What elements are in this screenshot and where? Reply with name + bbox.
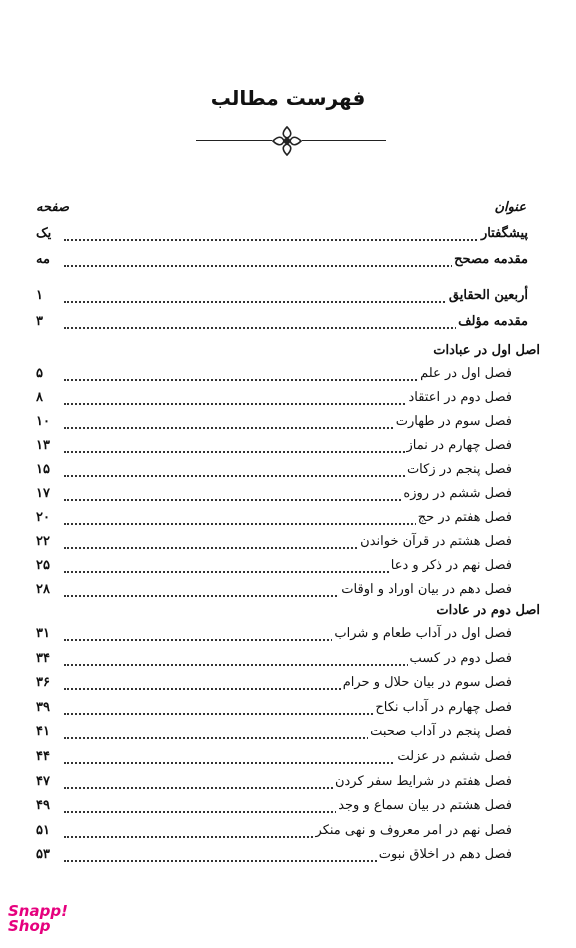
toc-entry [36, 626, 512, 648]
toc-entry [36, 823, 512, 845]
entry-page: مه [36, 252, 50, 267]
toc-entry [36, 847, 512, 869]
toc-entry [36, 288, 528, 310]
page-title: فهرست مطالب [210, 86, 366, 110]
entry-title: فصل ششم در روزه [403, 486, 512, 501]
entry-page: ۳۹ [36, 699, 50, 715]
floral-ornament-icon [270, 124, 304, 158]
entry-page: ۱۵ [36, 462, 50, 477]
entry-page: ۱۷ [36, 486, 50, 501]
toc-entry [36, 558, 512, 580]
entry-title: فصل نهم در ذکر و دعا [390, 558, 512, 573]
section-heading: اصل اول در عبادات [433, 343, 540, 358]
entry-page: ۳ [36, 314, 43, 329]
toc-entry [36, 390, 512, 412]
entry-title: فصل اول در علم [420, 366, 512, 381]
toc-entry [36, 700, 512, 722]
entry-title: فصل پنجم در زكات [406, 462, 512, 477]
page-column-label: صفحه [36, 200, 69, 215]
entry-page: ۴۹ [36, 798, 50, 814]
toc-entry [36, 414, 512, 436]
watermark-line-2: Shop [8, 917, 51, 935]
toc-entry [36, 651, 512, 673]
entry-title: فصل دوم در اعتقاد [408, 390, 512, 405]
entry-page: ۱ [36, 288, 43, 303]
toc-entry [36, 252, 528, 274]
ornament-line-left [196, 140, 272, 141]
toc-entry [36, 749, 512, 771]
toc-entry [36, 462, 512, 484]
entry-page: یک [36, 226, 52, 241]
entry-page: ۵۱ [36, 822, 50, 838]
column-headers [36, 200, 526, 222]
entry-title: فصل چهارم در نماز [406, 438, 512, 453]
entry-page: ۴۱ [36, 724, 50, 740]
entry-title: فصل اول در آداب طعام و شراب [334, 626, 512, 641]
entry-page: ۳۱ [36, 626, 50, 641]
entry-page: ۴۴ [36, 749, 50, 764]
entry-page: ۸ [36, 390, 43, 405]
entry-page: ۲۵ [36, 558, 50, 573]
entry-page: ۲۲ [36, 534, 50, 549]
watermark-line-1: Snapp! [8, 902, 68, 920]
entry-title: فصل هشتم در بيان سماع و وجد [338, 798, 512, 814]
toc-entry [36, 510, 512, 532]
entry-title: پیشگفتار [480, 226, 528, 241]
entry-title: مقدمه مؤلف [458, 314, 528, 329]
toc-entry [36, 774, 512, 796]
entry-page: ۵۳ [36, 847, 50, 863]
ornament-line-right [302, 140, 386, 141]
entry-title: فصل دهم در بيان اوراد و اوقات [341, 582, 512, 597]
title-column-label: عنوان [494, 200, 526, 215]
entry-title: فصل سوم در طهارت [395, 414, 512, 429]
section-heading: اصل دوم در عادات [436, 603, 540, 618]
entry-title: فصل هشتم در قرآن خواندن [360, 534, 512, 549]
entry-page: ۲۸ [36, 582, 50, 597]
entry-title: فصل ششم در عزلت [397, 749, 512, 764]
toc-entry [36, 226, 528, 248]
entry-page: ۴۷ [36, 773, 50, 789]
entry-title: أربعين الحقايق [448, 288, 528, 303]
toc-entry [36, 366, 512, 388]
toc-entry [36, 438, 512, 460]
entry-title: فصل هفتم در شرايط سفر كردن [334, 773, 512, 789]
entry-page: ۱۳ [36, 438, 50, 453]
toc-entry [36, 314, 528, 336]
toc-entry [36, 724, 512, 746]
toc-entry [36, 675, 512, 697]
toc-entry [36, 534, 512, 556]
entry-page: ۱۰ [36, 414, 50, 429]
toc-entry [36, 582, 512, 604]
toc-entry [36, 798, 512, 820]
entry-title: فصل سوم در بيان حلال و حرام [342, 675, 512, 691]
toc-entry [36, 486, 512, 508]
entry-page: ۳۴ [36, 650, 50, 666]
snapp-shop-watermark [8, 904, 78, 934]
dot-leader [64, 239, 528, 241]
entry-page: ۵ [36, 366, 43, 381]
entry-title: فصل چهارم در آداب نكاح [375, 699, 512, 715]
entry-page: ۳۶ [36, 675, 50, 691]
entry-title: فصل پنجم در آداب صحبت [370, 724, 512, 740]
entry-page: ۲۰ [36, 510, 50, 525]
entry-title: فصل دوم در كسب [409, 650, 512, 666]
entry-title: مقدمه مصحح [454, 252, 528, 267]
entry-title: فصل دهم در اخلاق نبوت [378, 847, 512, 863]
entry-title: فصل هفتم در حج [417, 510, 512, 525]
entry-title: فصل نهم در امر معروف و نهى منكر [315, 822, 512, 838]
